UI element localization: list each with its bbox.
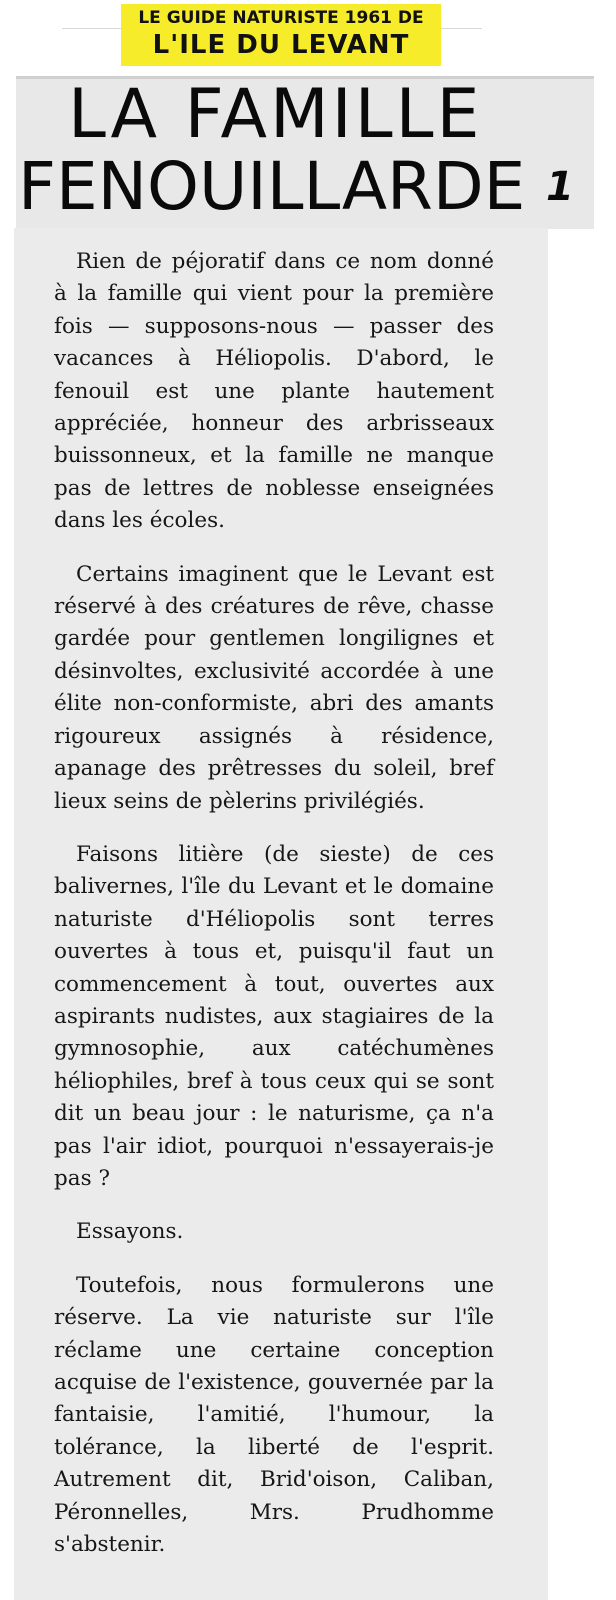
- header-title: L'ILE DU LEVANT: [152, 30, 410, 60]
- paragraph: Certains imaginent que le Levant est réservé à des créatures de rêve, chasse gardée pour gentlemen longilignes et désinvoltes, exclusivité accordée à une élite non-conformiste, abri des amants rigoureux assignés à résidence, apanage des prêtresses du soleil, bref lieux seins de pèlerins privilégiés.: [54, 561, 494, 814]
- article-title-line-1: LA FAMILLE: [68, 75, 483, 154]
- paragraph: Rien de péjoratif dans ce nom donné à la famille qui vient pour la première fois — supposons-nous — passer des vacances à Héliopolis. D'abord, le fenouil est une plante hautement appréciée, honneur des arbrisseaux buissonneux, et la famille ne manque pas de lettres de noblesse enseignées dans les écoles.: [54, 249, 494, 534]
- header-banner: [121, 4, 441, 66]
- article-body: [54, 246, 494, 1582]
- article-title-line-2: FENOUILLARDE: [18, 148, 526, 225]
- header-subtitle: LE GUIDE NATURISTE 1961 DE: [138, 8, 424, 28]
- article-number: 1: [546, 164, 574, 210]
- paragraph: Faisons litière (de sieste) de ces balivernes, l'île du Levant et le domaine naturiste d'Héliopolis sont terres ouvertes à tous et, puisqu'il faut un commencement à tout, ouvertes aux aspirants nudistes, aux stagiaires de la gymnosophie, aux catéchumènes héliophiles, bref à tous ceux qui se sont dit un beau jour : le naturisme, ça n'a pas l'air idiot, pourquoi n'essayerais-je pas ?: [54, 841, 494, 1191]
- paragraph: Toutefois, nous formulerons une réserve. La vie naturiste sur l'île réclame une certaine conception acquise de l'existence, gouvernée par la fantaisie, l'amitié, l'humour, la tolérance, la liberté de l'esprit. Autrement dit, Brid'oison, Caliban, Péronnelles, Mrs. Prudhomme s'abstenir.: [54, 1272, 494, 1558]
- paragraph: Essayons.: [76, 1219, 184, 1245]
